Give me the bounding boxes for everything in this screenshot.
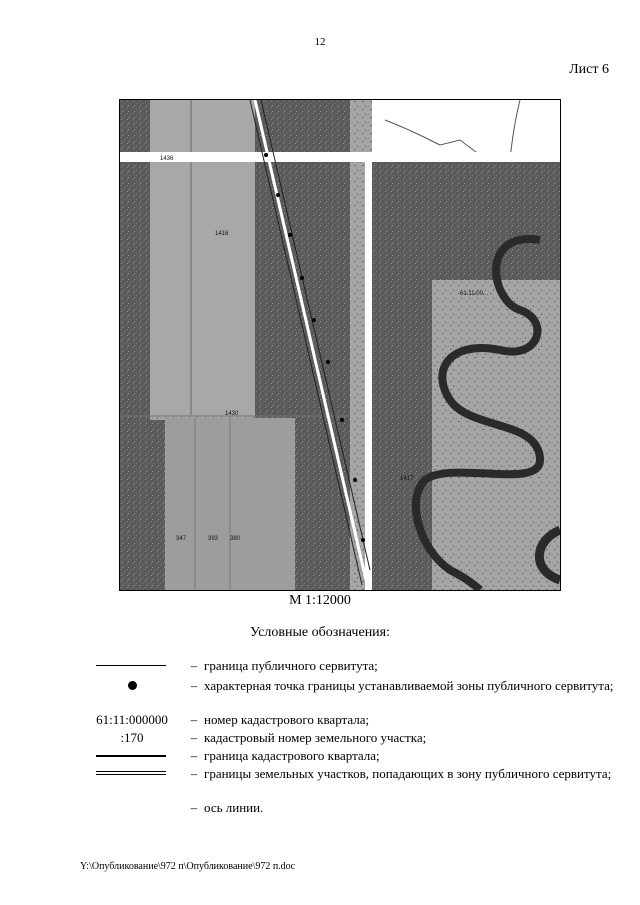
map-scale: М 1:12000 [289,593,351,608]
cadastral-map [119,99,561,591]
legend-symbol-thin-line [80,657,184,674]
legend-text: кадастровый номер земельного участка; [204,730,427,745]
map-image [120,100,560,590]
legend-text: характерная точка границы устанавливаемой зоны публичного сервитута; [204,678,614,693]
parcel-label: 393 [208,536,219,542]
footer-file-path: Y:\Опубликование\972 п\Опубликование\972 п.doc [80,861,296,872]
legend-text: границы земельных участков, попадающих в зону публичного сервитута; [204,766,612,781]
parcel-label: 1417 [400,476,414,482]
legend-dash: – [190,658,198,673]
legend-text: номер кадастрового квартала; [204,712,370,727]
legend-symbol-none [80,799,184,816]
sheet-label: Лист 6 [569,62,609,77]
parcel-label: 1430 [225,411,239,417]
parcel-label: 347 [176,536,187,542]
legend-dash: – [190,766,198,781]
page-number: 12 [314,36,326,48]
parcel-label: 380 [230,536,241,542]
legend-title: Условные обозначения: [249,625,391,640]
legend-symbol-dot [80,677,184,694]
legend-text: граница публичного сервитута; [204,658,378,673]
legend-text: граница кадастрового квартала; [204,748,380,763]
legend-dash: – [190,730,198,745]
legend-symbol-double-line [80,765,184,782]
legend-dash: – [190,800,198,815]
legend-dash: – [190,712,198,727]
parcel-label: 61:11:00… [460,291,489,297]
legend-symbol-parcel-number: :170 [120,730,144,745]
legend-text: ось линии. [204,800,264,815]
parcel-label: 1436 [160,156,174,162]
legend-dash: – [190,748,198,763]
legend-symbol-quarter-number: 61:11:000000 [96,712,168,727]
legend-dash: – [190,678,198,693]
legend-symbol-thick-line [80,747,184,764]
parcel-label: 1416 [215,231,229,237]
